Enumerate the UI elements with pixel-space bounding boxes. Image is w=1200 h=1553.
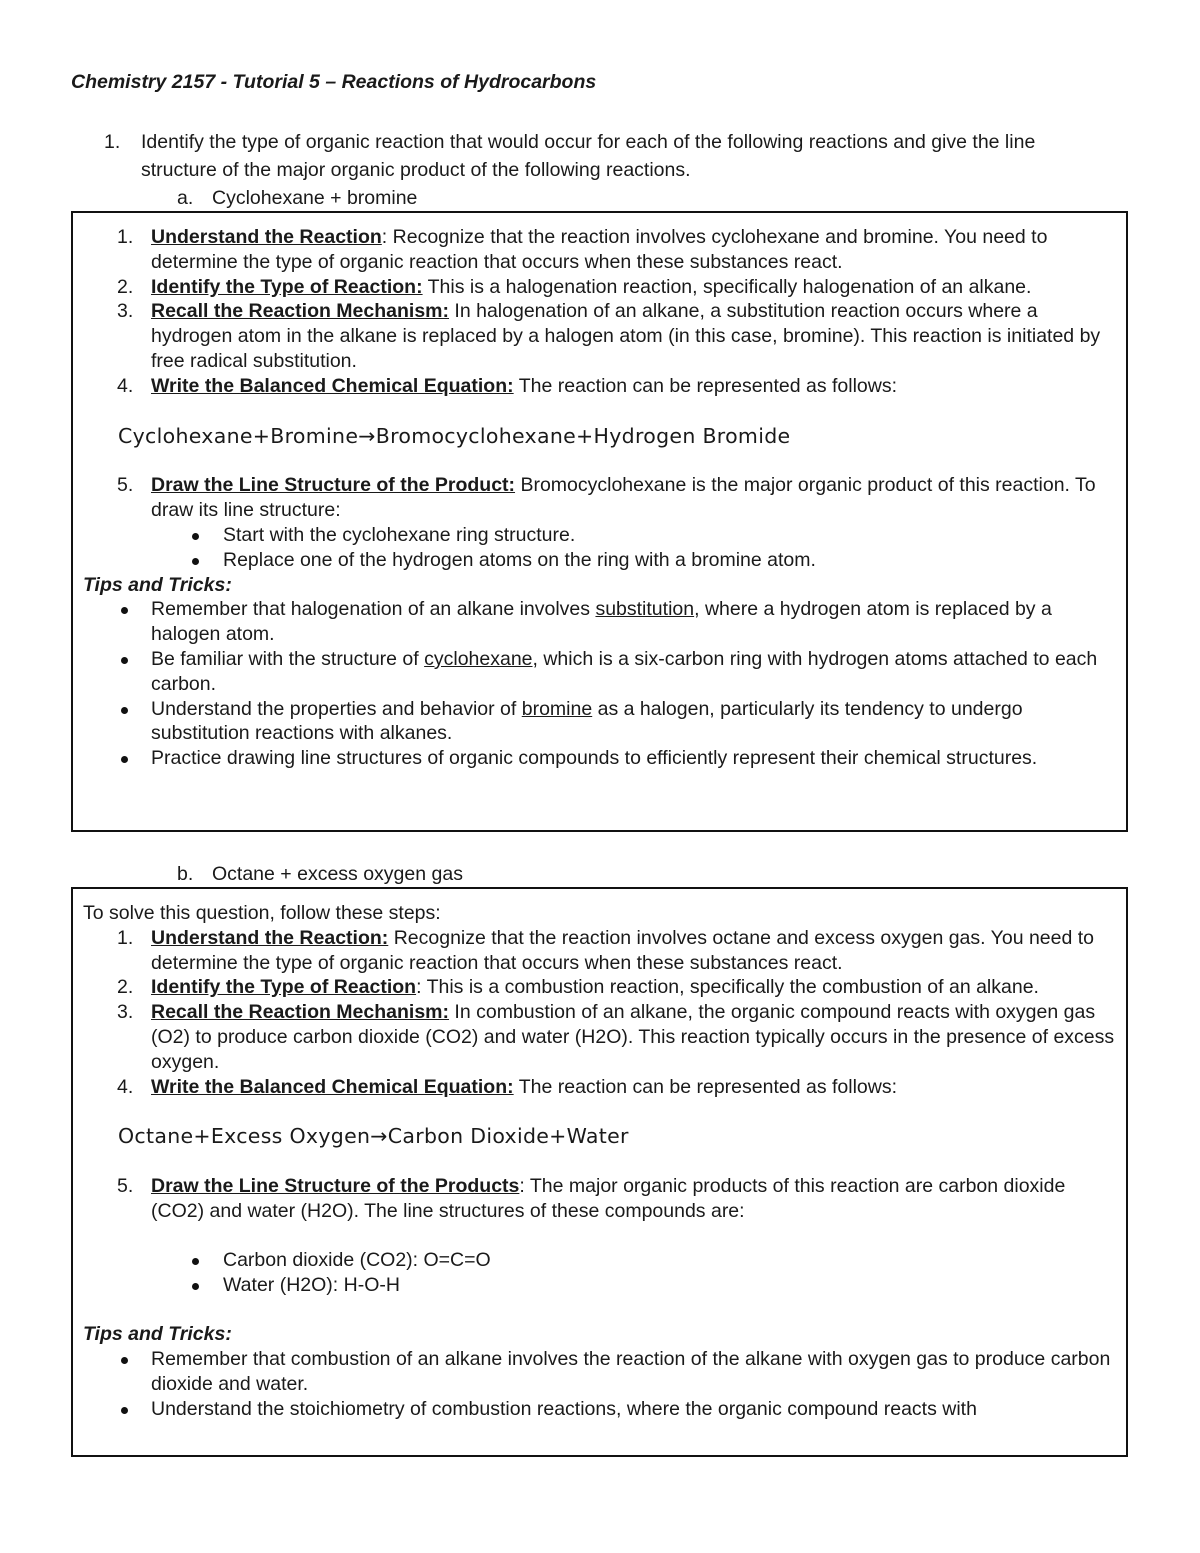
step-text: This is a combustion reaction, specifically the combustion of an alkane.: [421, 976, 1039, 999]
step-text: Recognize that the reaction involves octane and excess oxygen gas. You need to determine the type of organic reaction that occurs when these substances react.: [151, 926, 1095, 974]
tips-heading-b: Tips and Tricks:: [83, 1323, 232, 1346]
bullet-item: Water (H2O): H-O-H: [73, 1273, 1126, 1298]
step-number: 4.: [117, 1075, 134, 1098]
step-heading: Identify the Type of Reaction: [151, 976, 417, 999]
tip-text: Be familiar with the structure of: [151, 647, 425, 670]
step5-list-b: [73, 1174, 1126, 1224]
tip-keyword: bromine: [521, 697, 593, 720]
tip-item: [73, 697, 1126, 747]
bullet-item: Replace one of the hydrogen atoms on the ring with a bromine atom.: [73, 548, 1126, 573]
tip-keyword: substitution: [595, 598, 695, 621]
tip-item: [73, 597, 1126, 647]
step-sep: :: [381, 226, 388, 248]
answer-box-b: [71, 887, 1128, 1457]
answer-box-a: [71, 211, 1128, 832]
step-item: [73, 275, 1126, 300]
step-heading: Understand the Reaction:: [151, 926, 389, 949]
step5-bullets-b: [73, 1248, 1126, 1298]
tip-text: Practice drawing line structures of organic compounds to efficiently represent their chemical structures.: [151, 747, 1038, 770]
question-text: Identify the type of organic reaction that would occur for each of the following reactions and give the line structure of the major organic product of the following reactions.: [141, 131, 1036, 181]
tip-item: [73, 746, 1126, 771]
tip-keyword: cyclohexane: [424, 647, 533, 670]
step-number: 2.: [117, 976, 134, 999]
step-item: [73, 374, 1126, 399]
step-heading: Draw the Line Structure of the Products: [151, 1175, 520, 1198]
steps-list-a: [73, 225, 1126, 399]
tip-text: , where a hydrogen atom is replaced by a halogen atom.: [151, 598, 1052, 646]
step-heading: Write the Balanced Chemical Equation:: [151, 1075, 514, 1098]
step-text: The major organic products of this reaction are carbon dioxide (CO2) and water (H2O). The line structures of these compounds are:: [151, 1175, 1066, 1222]
part-a-text: Cyclohexane + bromine: [212, 187, 418, 209]
step-item: [73, 299, 1126, 373]
step-sep: :: [519, 1175, 525, 1198]
question-1: [104, 128, 1104, 184]
step-heading: Identify the Type of Reaction:: [151, 275, 423, 298]
step-item: [73, 926, 1126, 976]
step-number: 5.: [117, 474, 134, 497]
tip-text: , which is a six-carbon ring with hydrogen atoms attached to each carbon.: [151, 647, 1098, 695]
step-heading: Understand the Reaction: [151, 226, 382, 248]
step-number: 2.: [117, 275, 134, 298]
tips-list-b: [73, 1347, 1126, 1421]
step-item: [73, 975, 1126, 1000]
step-text: Bromocyclohexane is the major organic product of this reaction. To draw its line structure:: [151, 474, 1096, 522]
bullet-item: Carbon dioxide (CO2): O=C=O: [73, 1248, 1126, 1273]
step-heading: Write the Balanced Chemical Equation:: [151, 374, 514, 397]
tip-text: as a halogen, particularly its tendency to undergo substitution reactions with alkanes.: [151, 697, 1023, 745]
tip-text: Remember that halogenation of an alkane involves: [151, 598, 596, 621]
step-sep: :: [416, 976, 422, 999]
part-b-label: b.: [177, 863, 194, 885]
tip-item: Understand the stoichiometry of combustion reactions, where the organic compound reacts with: [73, 1397, 1126, 1422]
step-number: 3.: [117, 1001, 134, 1024]
part-b-heading: [177, 862, 463, 887]
chemical-equation-b: Octane+Excess Oxygen→Carbon Dioxide+Water: [118, 1124, 629, 1149]
step-item: [73, 1000, 1126, 1074]
part-a-heading: [177, 186, 417, 211]
question-number: 1.: [104, 131, 121, 153]
bullet-item: Start with the cyclohexane ring structure.: [73, 523, 1126, 548]
step-number: 1.: [117, 226, 134, 248]
tip-item: Remember that combustion of an alkane involves the reaction of the alkane with oxygen gas to produce carbon dioxide and water.: [73, 1347, 1126, 1397]
step-item: [73, 1075, 1126, 1100]
tips-list-a: [73, 597, 1126, 771]
step-heading: Recall the Reaction Mechanism:: [151, 300, 450, 323]
intro-text-b: To solve this question, follow these steps:: [83, 902, 441, 924]
steps-list-b: [73, 926, 1126, 1100]
part-a-label: a.: [177, 187, 194, 209]
step-heading: Draw the Line Structure of the Product:: [151, 474, 516, 497]
step5-list-a: [73, 473, 1126, 523]
step-text: In combustion of an alkane, the organic compound reacts with oxygen gas (O2) to produce carbon dioxide (CO2) and water (H2O). This reaction typically occurs in the presence of excess oxygen.: [151, 1001, 1115, 1073]
step-text: The reaction can be represented as follows:: [513, 374, 898, 397]
step-text: Recognize that the reaction involves cyclohexane and bromine. You need to determine the type of organic reaction that occurs when these substances react.: [151, 226, 1048, 273]
step-number: 1.: [117, 926, 134, 949]
step-text: In halogenation of an alkane, a substitution reaction occurs where a hydrogen atom in the alkane is replaced by a halogen atom (in this case, bromine). This reaction is initiated by free radical substitution.: [151, 300, 1101, 372]
tip-text: Understand the properties and behavior of: [151, 697, 522, 720]
document-title: Chemistry 2157 - Tutorial 5 – Reactions of Hydrocarbons: [71, 71, 597, 93]
step-item: [73, 473, 1126, 523]
part-b-text: Octane + excess oxygen gas: [212, 863, 463, 885]
step-number: 5.: [117, 1175, 134, 1198]
step-text: The reaction can be represented as follows:: [513, 1075, 898, 1098]
step-text: This is a halogenation reaction, specifically halogenation of an alkane.: [422, 275, 1032, 298]
tip-item: [73, 647, 1126, 697]
step-heading: Recall the Reaction Mechanism:: [151, 1001, 450, 1024]
chemical-equation-a: Cyclohexane+Bromine→Bromocyclohexane+Hydrogen Bromide: [118, 423, 791, 448]
step-item: [73, 1174, 1126, 1224]
step-number: 3.: [117, 300, 134, 323]
step-number: 4.: [117, 374, 134, 397]
step-item: [73, 225, 1126, 275]
tips-heading-a: Tips and Tricks:: [83, 573, 232, 596]
step5-bullets-a: [73, 523, 1126, 573]
